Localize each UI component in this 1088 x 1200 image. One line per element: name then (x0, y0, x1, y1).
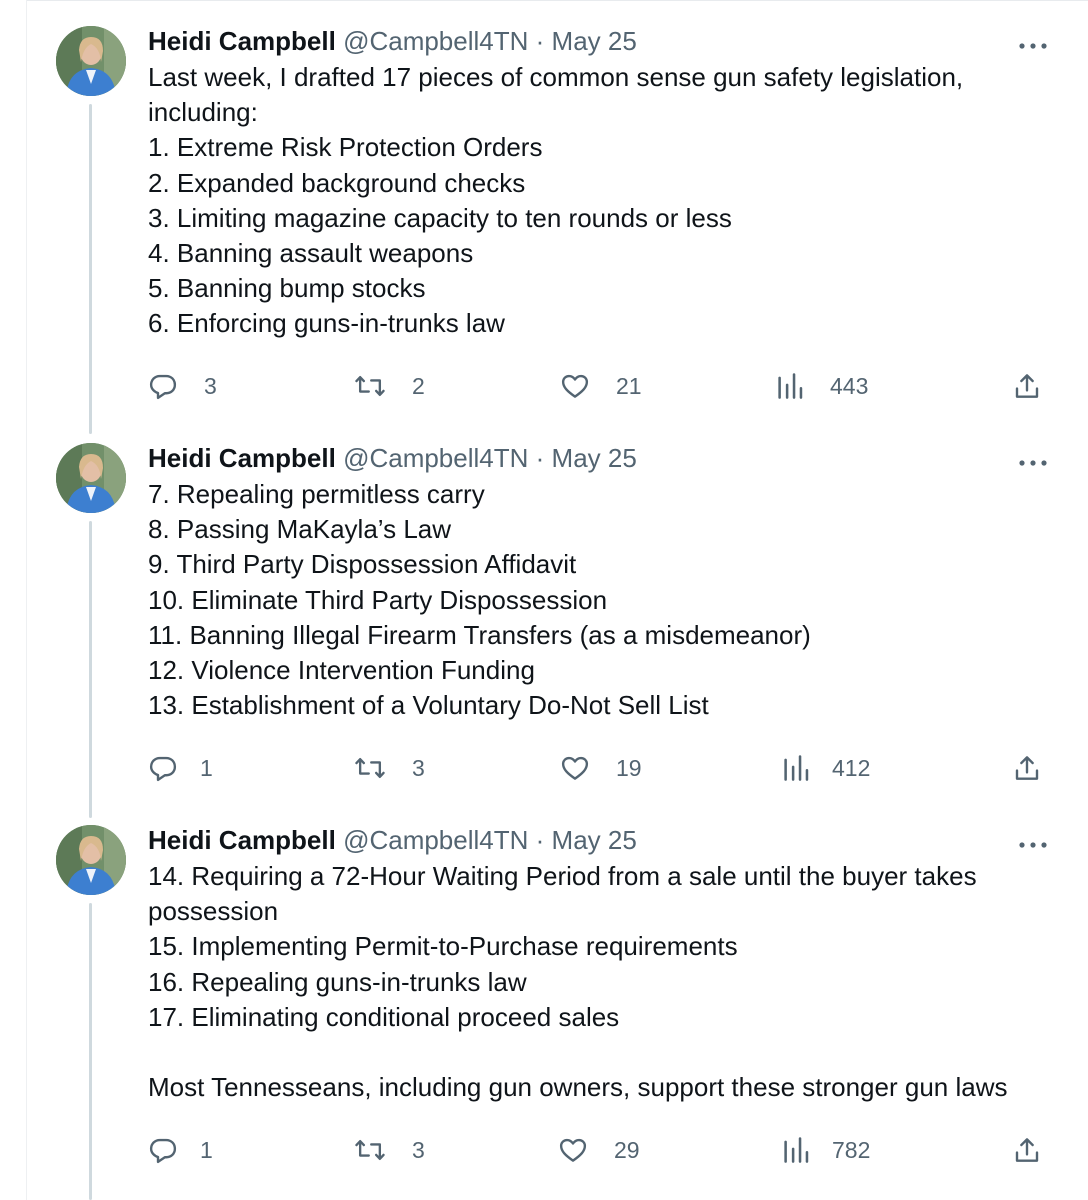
tweet-text-line: 3. Limiting magazine capacity to ten rounds or less (148, 202, 732, 233)
retweet-icon (354, 753, 386, 783)
author-name[interactable]: Heidi Campbell (148, 26, 336, 56)
like-button[interactable] (558, 1130, 640, 1170)
tweet-header (148, 825, 637, 855)
page-top-border (26, 0, 1088, 5)
reply-button[interactable] (148, 1130, 213, 1170)
profile-photo (56, 443, 126, 513)
tweet-header (148, 443, 637, 473)
tweet-actions (0, 748, 1088, 788)
avatar[interactable] (56, 26, 126, 96)
tweet-actions (0, 1130, 1088, 1170)
tweet-text-line: Most Tennesseans, including gun owners, support these stronger gun laws (148, 1072, 1008, 1103)
retweet-button[interactable] (354, 366, 425, 406)
reply-button[interactable] (148, 366, 217, 406)
reply-button[interactable] (148, 748, 213, 788)
retweet-count: 3 (412, 754, 425, 781)
reply-count: 1 (200, 1136, 213, 1163)
reply-count: 3 (204, 372, 217, 399)
share-icon (1012, 371, 1042, 401)
retweet-count: 2 (412, 372, 425, 399)
author-handle[interactable]: @Campbell4TN (343, 443, 529, 473)
views-icon (776, 371, 804, 401)
like-icon (560, 753, 590, 783)
like-icon (560, 371, 590, 401)
tweet-text-line: Last week, I drafted 17 pieces of common sense gun safety legislation, (148, 62, 964, 92)
tweet-text-line: possession (148, 896, 279, 927)
tweet-date[interactable]: May 25 (551, 825, 637, 855)
share-icon (1012, 1135, 1042, 1165)
tweet-actions (0, 366, 1088, 406)
separator-dot: · (535, 443, 545, 473)
avatar[interactable] (56, 825, 126, 895)
reply-icon (148, 371, 178, 401)
retweet-icon (354, 371, 386, 401)
tweet-text (148, 60, 1068, 342)
tweet-text-line: 1. Extreme Risk Protection Orders (148, 132, 543, 163)
tweet-text-line: 10. Eliminate Third Party Dispossession (148, 584, 608, 615)
share-button[interactable] (1012, 366, 1042, 406)
retweet-count: 3 (412, 1136, 425, 1163)
separator-dot: · (535, 26, 545, 56)
tweet-text-line: 6. Enforcing guns-in-trunks law (148, 308, 505, 339)
like-icon (558, 1135, 588, 1165)
views-button[interactable] (782, 748, 870, 788)
reply-icon (148, 753, 178, 783)
share-button[interactable] (1012, 748, 1042, 788)
views-icon (782, 1135, 810, 1165)
share-icon (1012, 753, 1042, 783)
retweet-button[interactable] (354, 748, 425, 788)
author-handle[interactable]: @Campbell4TN (343, 26, 529, 56)
views-count: 412 (832, 754, 871, 781)
tweet-text-line: including: (148, 97, 258, 128)
tweet-text (148, 859, 1068, 1105)
views-button[interactable] (776, 366, 868, 406)
author-handle[interactable]: @Campbell4TN (343, 825, 529, 855)
avatar[interactable] (56, 443, 126, 513)
views-button[interactable] (782, 1130, 870, 1170)
tweet-text-line: 4. Banning assault weapons (148, 237, 474, 268)
like-count: 21 (616, 372, 642, 399)
profile-photo (56, 26, 126, 96)
reply-icon (148, 1135, 178, 1165)
tweet[interactable] (0, 443, 1088, 813)
views-icon (782, 753, 810, 783)
retweet-icon (354, 1135, 386, 1165)
tweet-text-line: 17. Eliminating conditional proceed sales (148, 1001, 620, 1032)
more-icon[interactable] (1018, 837, 1048, 847)
views-count: 782 (832, 1136, 871, 1163)
views-count: 443 (830, 372, 869, 399)
tweet-text (148, 477, 1068, 723)
like-button[interactable] (560, 366, 642, 406)
share-button[interactable] (1012, 1130, 1042, 1170)
tweet-date[interactable]: May 25 (551, 26, 637, 56)
tweet-header (148, 26, 637, 56)
tweet-text-line: 7. Repealing permitless carry (148, 479, 485, 509)
author-name[interactable]: Heidi Campbell (148, 443, 336, 473)
tweet-text-line: 12. Violence Intervention Funding (148, 654, 535, 685)
tweet-date[interactable]: May 25 (551, 443, 637, 473)
tweet-text-line: 16. Repealing guns-in-trunks law (148, 966, 527, 997)
tweet-text-line: 8. Passing MaKayla’s Law (148, 514, 452, 545)
tweet-text-line: 13. Establishment of a Voluntary Do-Not Sell List (148, 690, 709, 721)
author-name[interactable]: Heidi Campbell (148, 825, 336, 855)
reply-count: 1 (200, 754, 213, 781)
more-icon[interactable] (1018, 455, 1048, 465)
tweet-text-line: 11. Banning Illegal Firearm Transfers (as a misdemeanor) (148, 619, 811, 650)
separator-dot: · (535, 825, 545, 855)
tweet[interactable] (0, 26, 1088, 426)
more-icon[interactable] (1018, 38, 1048, 48)
tweet-text-blank-line (148, 1035, 1068, 1070)
tweet-text-line: 15. Implementing Permit-to-Purchase requirements (148, 931, 738, 962)
like-count: 19 (616, 754, 642, 781)
tweet[interactable] (0, 825, 1088, 1200)
tweet-text-line: 2. Expanded background checks (148, 167, 526, 198)
tweet-text-line: 5. Banning bump stocks (148, 273, 426, 304)
like-count: 29 (614, 1136, 640, 1163)
like-button[interactable] (560, 748, 642, 788)
profile-photo (56, 825, 126, 895)
retweet-button[interactable] (354, 1130, 425, 1170)
tweet-text-line: 14. Requiring a 72-Hour Waiting Period from a sale until the buyer takes (148, 861, 977, 891)
tweet-text-line: 9. Third Party Dispossession Affidavit (148, 549, 577, 580)
